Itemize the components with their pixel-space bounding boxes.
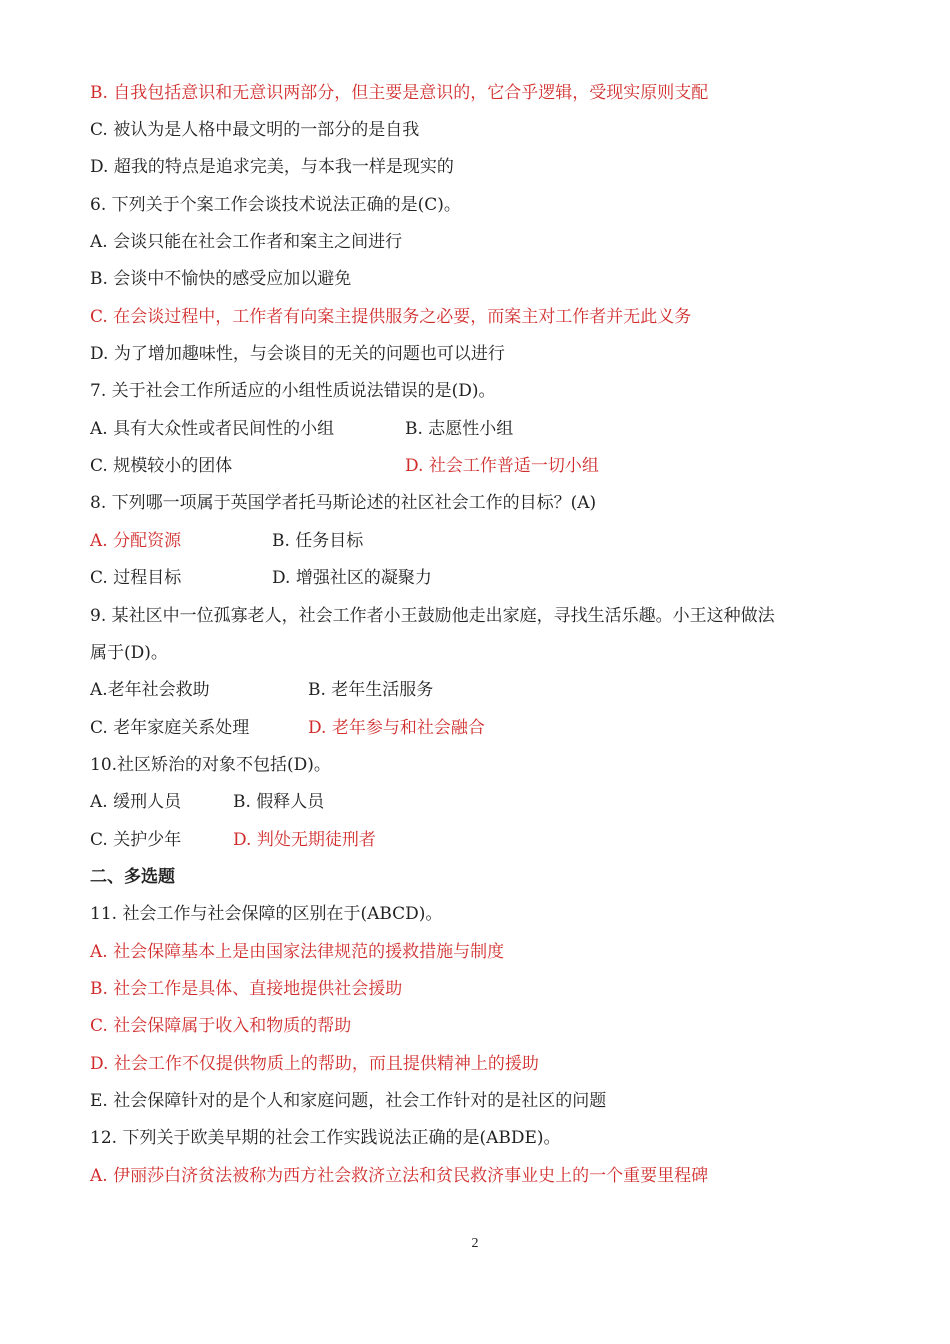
- q10-options-row1: [90, 790, 850, 814]
- q8-option-d: D. 增强社区的凝聚力: [272, 568, 432, 588]
- q5-option-b-answer: B. 自我包括意识和无意识两部分，但主要是意识的，它合乎逻辑，受现实原则支配: [90, 83, 709, 103]
- q10-option-d-answer: D. 判处无期徒刑者: [233, 830, 376, 850]
- q6-option-c-answer: C. 在会谈过程中，工作者有向案主提供服务之必要，而案主对工作者并无此义务: [90, 307, 692, 327]
- q6-question: 6. 下列关于个案工作会谈技术说法正确的是(C)。: [90, 195, 461, 215]
- q8-option-a-answer: A. 分配资源: [90, 531, 182, 551]
- q8-options-row1: [90, 529, 850, 553]
- q12-question: 12. 下列关于欧美早期的社会工作实践说法正确的是(ABDE)。: [90, 1128, 561, 1148]
- q6-option-d: D. 为了增加趣味性，与会谈目的无关的问题也可以进行: [90, 344, 505, 364]
- q10-options-row2: [90, 828, 850, 852]
- q9-options-row1: [90, 678, 850, 702]
- q7-option-c: C. 规模较小的团体: [90, 456, 233, 476]
- q7-option-d-answer: D. 社会工作普适一切小组: [405, 456, 599, 476]
- q6-option-a: A. 会谈只能在社会工作者和案主之间进行: [90, 232, 403, 252]
- q11-option-e: E. 社会保障针对的是个人和家庭问题，社会工作针对的是社区的问题: [90, 1091, 607, 1111]
- q9-options-row2: [90, 716, 850, 740]
- q9-question-line1: 9. 某社区中一位孤寡老人，社会工作者小王鼓励他走出家庭，寻找生活乐趣。小王这种做法: [90, 606, 775, 626]
- q7-option-b: B. 志愿性小组: [405, 419, 514, 439]
- page-number: 2: [471, 1236, 479, 1251]
- q11-question: 11. 社会工作与社会保障的区别在于(ABCD)。: [90, 904, 443, 924]
- q9-option-b: B. 老年生活服务: [308, 680, 434, 700]
- q11-option-c-answer: C. 社会保障属于收入和物质的帮助: [90, 1016, 352, 1036]
- q8-question: 8. 下列哪一项属于英国学者托马斯论述的社区社会工作的目标？(A): [90, 493, 597, 513]
- q9-option-c: C. 老年家庭关系处理: [90, 718, 250, 738]
- q11-option-d-answer: D. 社会工作不仅提供物质上的帮助，而且提供精神上的援助: [90, 1054, 539, 1074]
- q10-option-c: C. 关护少年: [90, 830, 182, 850]
- q6-option-b: B. 会谈中不愉快的感受应加以避免: [90, 269, 352, 289]
- q11-option-b-answer: B. 社会工作是具体、直接地提供社会援助: [90, 979, 403, 999]
- q10-question: 10.社区矫治的对象不包括(D)。: [90, 755, 331, 775]
- q9-question-line2: 属于(D)。: [90, 643, 168, 663]
- q7-option-a: A. 具有大众性或者民间性的小组: [90, 419, 335, 439]
- q10-option-b: B. 假释人员: [233, 792, 325, 812]
- q5-option-d: D. 超我的特点是追求完美，与本我一样是现实的: [90, 157, 454, 177]
- q7-question: 7. 关于社会工作所适应的小组性质说法错误的是(D)。: [90, 381, 496, 401]
- q9-option-d-answer: D. 老年参与和社会融合: [308, 718, 485, 738]
- q10-option-a: A. 缓刑人员: [90, 792, 182, 812]
- q8-options-row2: [90, 566, 850, 590]
- q9-option-a: A.老年社会救助: [90, 680, 210, 700]
- q8-option-c: C. 过程目标: [90, 568, 182, 588]
- section-title-multiple-choice: 二、多选题: [90, 867, 175, 887]
- q12-option-a-answer: A. 伊丽莎白济贫法被称为西方社会救济立法和贫民救济事业史上的一个重要里程碑: [90, 1166, 709, 1186]
- q8-option-b: B. 任务目标: [272, 531, 364, 551]
- q5-option-c: C. 被认为是人格中最文明的一部分的是自我: [90, 120, 420, 140]
- q11-option-a-answer: A. 社会保障基本上是由国家法律规范的援救措施与制度: [90, 942, 505, 962]
- q7-options-row2: [90, 454, 850, 478]
- q7-options-row1: [90, 417, 850, 441]
